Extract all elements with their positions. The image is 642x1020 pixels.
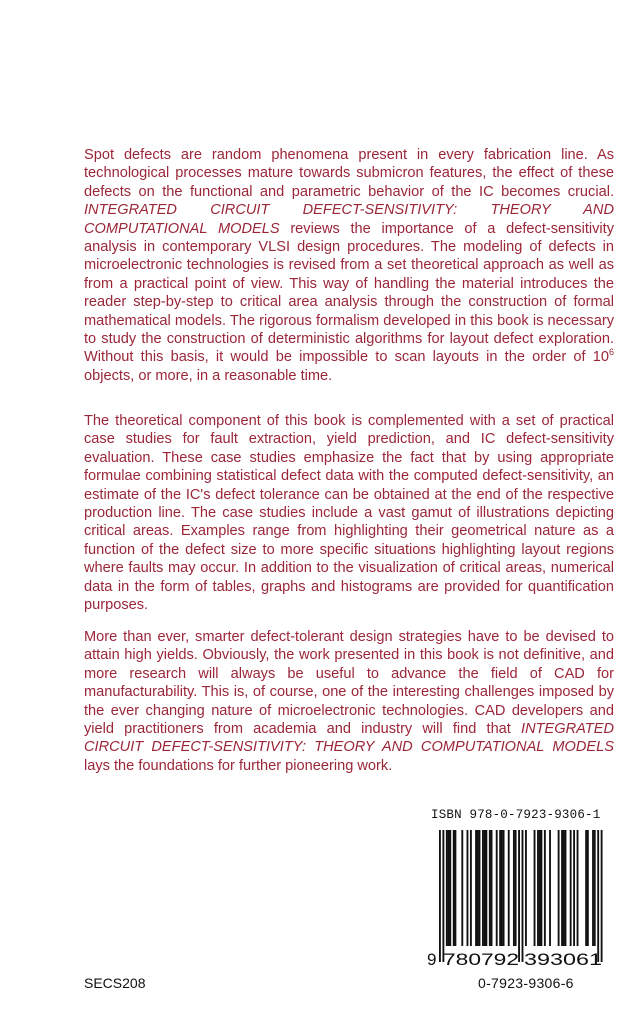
isbn-short: 0-7923-9306-6 [478, 975, 574, 991]
barcode-bar [496, 830, 498, 946]
series-code: SECS208 [84, 975, 146, 991]
isbn-label: ISBN 978-0-7923-9306-1 [431, 808, 601, 822]
barcode-bar [587, 830, 589, 946]
barcode-bar [489, 830, 491, 946]
barcode-bar [461, 830, 463, 946]
barcode-bar [508, 830, 510, 946]
exponent: 6 [608, 347, 614, 358]
paragraph-2-text: The theoretical component of this book is complemented with a set of practical case studies for fault extraction, yield prediction, and IC defect-sensitivity evaluation. These case studies emphasize the fact that by using appropriate formulae combining statistical defect data with the computed defect-sensitivity, an estimate of the IC's defect tolerance can be obtained at the end of the respective production line. The case studies include a vast gamut of illustrations depicting critical areas. Examples range from highlighting their geometrical nature as a function of the defect size to more specific situations highlighting layout regions where faults may occur. In addition to the visualization of critical areas, numerical data in the form of tables, graphs and histograms are provided for quantification purposes. [84, 413, 614, 614]
barcode-bar [594, 830, 596, 946]
paragraph-3-text [84, 628, 614, 775]
barcode-bar [448, 830, 450, 946]
barcode-guard-bar [518, 830, 520, 962]
barcode-bar [501, 830, 503, 946]
barcode-left-digits: 780792 [443, 950, 519, 968]
barcode-guard-bar [597, 830, 599, 962]
barcode-bar [477, 830, 479, 946]
book-title-italic: INTEGRATED CIRCUIT DEFECT-SENSITIVITY: THEORY AND COMPUTATIONAL MODELS [84, 721, 614, 756]
barcode-bar [570, 830, 572, 946]
barcode-bar [499, 830, 501, 946]
barcode-bar [577, 830, 579, 946]
barcode-bar [525, 830, 527, 946]
barcode-guard-bar [601, 830, 603, 962]
barcode-graphic [426, 826, 616, 968]
barcode-bar [544, 830, 546, 946]
barcode-bar [540, 830, 542, 946]
barcode-bar [513, 830, 515, 946]
barcode-bar [482, 830, 484, 946]
barcode-bar [453, 830, 455, 946]
paragraph-1-body: reviews the importance of a defect-sensitivity analysis in contemporary VLSI design procedures. The modeling of defects in microelectronic technologies is revised from a set theoretical approach as well as from a practical point of view. This way of handling the material introduces the reader step-by-step to critical area analysis through the construction of formal mathematical models. The rigorous formalism developed in this book is necessary to study the construction of deterministic algorithms for layout defect exploration. Without this basis, it would be impossible to scan layouts in the order of 10 [84, 220, 615, 366]
barcode-lead-digit: 9 [427, 950, 437, 968]
paragraph-1-text [84, 146, 614, 385]
barcode-bar [539, 830, 541, 946]
barcode-guard-bar [522, 830, 524, 962]
barcode-bar [484, 830, 486, 946]
barcode-bar [585, 830, 587, 946]
barcode-bar [491, 830, 493, 946]
barcode-right-digits: 393061 [524, 950, 602, 968]
barcode-bar [561, 830, 563, 946]
barcode-bar [573, 830, 575, 946]
barcode-guard-bar [442, 830, 444, 962]
barcode-bar [446, 830, 448, 946]
barcode-bar [549, 830, 551, 946]
barcode-bar [470, 830, 472, 946]
barcode-bar [592, 830, 594, 946]
barcode-bar [475, 830, 477, 946]
description-paragraph-2 [84, 412, 614, 614]
barcode-bar [449, 830, 451, 946]
barcode-bar [503, 830, 505, 946]
barcode-bar [537, 830, 539, 946]
barcode-bar [558, 830, 560, 946]
barcode-bar [485, 830, 487, 946]
barcode-bar [479, 830, 481, 946]
barcode-bar [565, 830, 567, 946]
paragraph-3-end: lays the foundations for further pioneering work. [84, 757, 393, 774]
paragraph-1-end: objects, or more, in a reasonable time. [84, 367, 333, 384]
paragraph-1-intro: Spot defects are random phenomena present in every fabrication line. As technological processes mature towards submicron features, the effect of these defects on the functional and parametric behavior of the IC becomes crucial. [84, 147, 614, 200]
barcode-bar [534, 830, 536, 946]
description-paragraph-1 [84, 146, 614, 385]
isbn-barcode [426, 826, 616, 968]
barcode-bar [563, 830, 565, 946]
paragraph-3-intro: More than ever, smarter defect-tolerant design strategies have to be devised to attain high yields. Obviously, the work presented in this book is not definitive, and more research will always be useful to advance the field of CAD for manufacturability. This is, of course, one of the interesting challenges imposed by the ever changing nature of microelectronic technologies. CAD developers and yield practitioners from academia and industry will find that [84, 629, 614, 738]
barcode-bar [515, 830, 517, 946]
book-title-italic: INTEGRATED CIRCUIT DEFECT-SENSITIVITY: THEORY AND COMPUTATIONAL MODELS [84, 202, 614, 237]
description-paragraph-3 [84, 628, 614, 775]
barcode-guard-bar [439, 830, 441, 962]
barcode-bar [454, 830, 456, 946]
barcode-bar [467, 830, 469, 946]
